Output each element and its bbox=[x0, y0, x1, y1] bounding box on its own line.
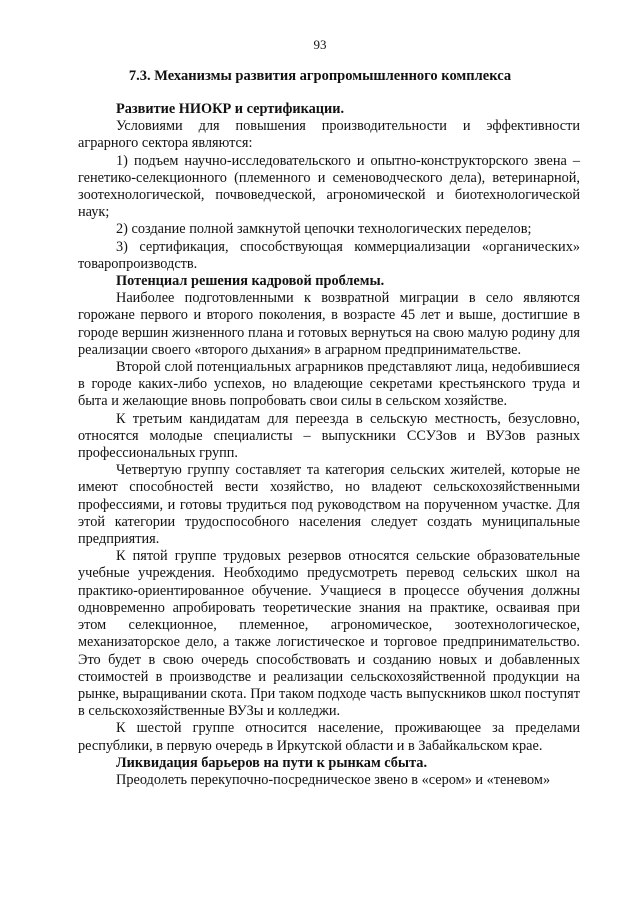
list-item: 2) создание полной замкнутой цепочки технологических переделов; bbox=[116, 221, 532, 238]
body-text bbox=[78, 101, 580, 789]
list-item: 3) сертификация, способствующая коммерциализации «органических» товаропроизводств. bbox=[78, 238, 580, 272]
chapter-title: 7.3. Механизмы развития агропромышленного комплекса bbox=[128, 68, 512, 84]
paragraph: Четвертую группу составляет та категория сельских жителей, которые не имеют способностей вести хозяйство, но владеют сельскохозяйственными профессиями, и готовы трудиться под руководством на порученном участке. Для этой категории трудоспособного населения следует создать муниципальные предприятия. bbox=[78, 462, 580, 548]
paragraph: Условиями для повышения производительности и эффективности аграрного сектора являются: bbox=[78, 118, 580, 152]
page-number: 93 bbox=[313, 37, 327, 52]
section-heading-rnd: Развитие НИОКР и сертификации. bbox=[116, 101, 345, 117]
paragraph: Второй слой потенциальных аграрников представляют лица, недобившиеся в городе каких-либо успехов, но владеющие секретами крестьянского труда и быта и желающие вновь попробовать свои силы в сельском хозяйстве. bbox=[78, 359, 580, 410]
paragraph: К третьим кандидатам для переезда в сельскую местность, безусловно, относятся молодые специалисты – выпускники ССУЗов и ВУЗов разных профессиональных групп. bbox=[78, 410, 580, 462]
paragraph: Наиболее подготовленными к возвратной миграции в село являются горожане первого и второго поколения, в возрасте 45 лет и выше, достигшие в городе вершин жизненного плана и готовых вернуться на свою малую родину для реализации своего «второго дыхания» в аграрном предпринимательстве. bbox=[78, 290, 580, 358]
section-heading-market-barriers: Ликвидация барьеров на пути к рынкам сбыта. bbox=[116, 754, 428, 771]
paragraph: К пятой группе трудовых резервов относятся сельские образовательные учебные учреждения. Необходимо предусмотреть перевод сельских школ на практико-ориентированное обучение. Учащиеся в процессе обучения должны одновременно апробировать теоретические знания на практике, осваивая при этом селекционное, племенное, агрономическое, зоотехнологическое, механизаторское дело, а также логистическое и торговое предпринимательство. Это будет в свою очередь способствовать и созданию новых и добавленных стоимостей в производстве и реализации сельскохозяйственной продукции на рынке, выращивании скота. При таком подходе часть выпускников школ поступят в сельскохозяйственные ВУЗы и колледжи. bbox=[78, 548, 580, 720]
paragraph: Преодолеть перекупочно-посредническое звено в «сером» и «теневом» bbox=[116, 771, 551, 788]
list-item: 1) подъем научно-исследовательского и опытно-конструкторского звена – генетико-селекционного (племенного и семеноводческого дела), ветеринарной, зоотехнологической, почвоведческой, агрономической и биотехнологической наук; bbox=[78, 152, 580, 221]
section-heading-personnel: Потенциал решения кадровой проблемы. bbox=[116, 273, 385, 290]
paragraph: К шестой группе относится население, проживающее за пределами республики, в первую очередь в Иркутской области и в Забайкальском крае. bbox=[78, 720, 580, 754]
